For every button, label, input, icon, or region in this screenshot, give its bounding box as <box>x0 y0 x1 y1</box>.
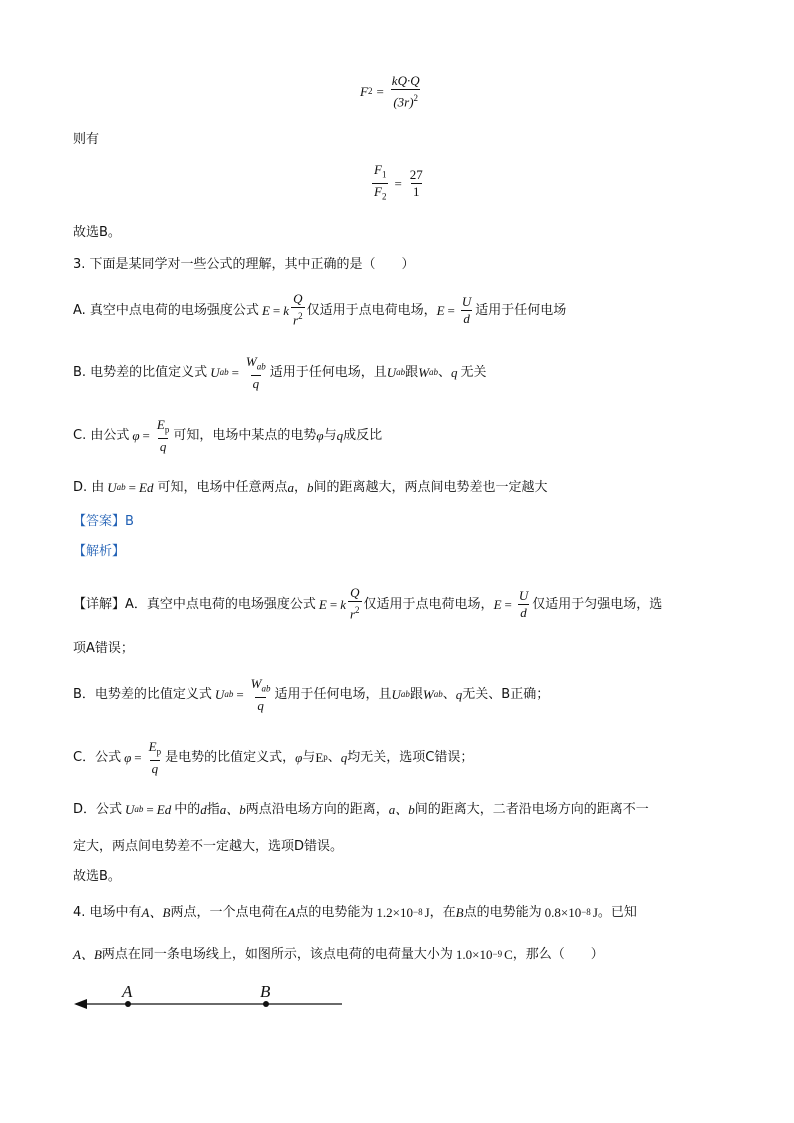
q3-option-d: D. 由 U ab = Ed 可知，电场中任意两点 a ， b 间的距离越大，两点间电势差也一定越大 <box>73 480 548 495</box>
choose-b-1: 故选B。 <box>73 225 121 240</box>
q3-detail-d-cont: 定大，两点间电势差不一定越大，选项D错误。 <box>73 839 344 854</box>
q4-stem-line2: A、B 两点在同一条电场线上，如图所示，该点电荷的电荷量大小为 1.0×10 −9 C ，那么（ ） <box>73 947 604 962</box>
point-a-label: A <box>122 982 133 1001</box>
q3-option-b: B. 电势差的比值定义式 U ab = $\frac{W_{ab}}{q}$ 适用于任何电场，且 U ab 跟 W ab 、 q 无关 <box>73 354 487 391</box>
q3-stem: 3. 下面是某同学对一些公式的理解，其中正确的是（ ） <box>73 257 415 272</box>
q3-option-a: A. 真空中点电荷的电场强度公式 E = k $\frac{Q}{r^2}$ 仅适用于点电荷电场， E = $\frac{U}{d}$ 适用于任何电场 <box>73 291 567 328</box>
point-b-label: B <box>260 982 271 1001</box>
f2-lhs: F <box>360 84 368 100</box>
q3-detail-c: C．公式 φ = $\frac{E_p}{q}$ 是电势的比值定义式， φ 与 E p 、 q 均无关，选项C错误； <box>73 739 474 776</box>
f2-fraction: $\frac{kQ\cdot Q}{(3r)^2}$ <box>391 73 420 110</box>
q3-analysis-label: 【解析】 <box>73 544 126 559</box>
q3-detail-b: B．电势差的比值定义式 U ab = $\frac{W_{ab}}{q}$ 适用于任何电场，且 U ab 跟 W ab 、 q 无关、B正确； <box>73 676 550 713</box>
q3-option-c: C. 由公式 φ = $\frac{E_p}{q}$ 可知，电场中某点的电势 φ 与 q 成反比 <box>73 417 383 454</box>
then-text: 则有 <box>73 132 100 147</box>
field-line-figure <box>70 980 370 1030</box>
q3-detail-a: 【详解】A．真空中点电荷的电场强度公式 E = k $\frac{Q}{r^2}$ 仅适用于点电荷电场， E = $\frac{U}{d}$ 仅适用于匀强电场，选 <box>73 585 663 622</box>
q4-stem-line1: 4. 电场中有 A、B 两点，一个点电荷在 A 点的电势能为 1.2×10 −8 J ，在 B 点的电势能为 0.8×10 −8 J 。已知 <box>73 905 637 920</box>
formula-f2: F 2 = $\frac{kQ\cdot Q}{(3r)^2}$ <box>360 73 420 110</box>
formula-ratio: $\frac{F_1}{F_2}$ = $\frac{27}{1}$ <box>374 162 423 202</box>
q3-detail-a-cont: 项A错误； <box>73 641 134 656</box>
field-direction-arrow-icon <box>74 999 87 1009</box>
q3-answer: 【答案】B <box>73 514 134 529</box>
choose-b-2: 故选B。 <box>73 869 121 884</box>
q3-detail-d: D．公式 U ab = Ed 中的 d 指 a、b 两点沿电场方向的距离， a、b 间的距离大，二者沿电场方向的距离不一 <box>73 802 649 817</box>
point-b-dot <box>263 1001 269 1007</box>
point-a-dot <box>125 1001 131 1007</box>
